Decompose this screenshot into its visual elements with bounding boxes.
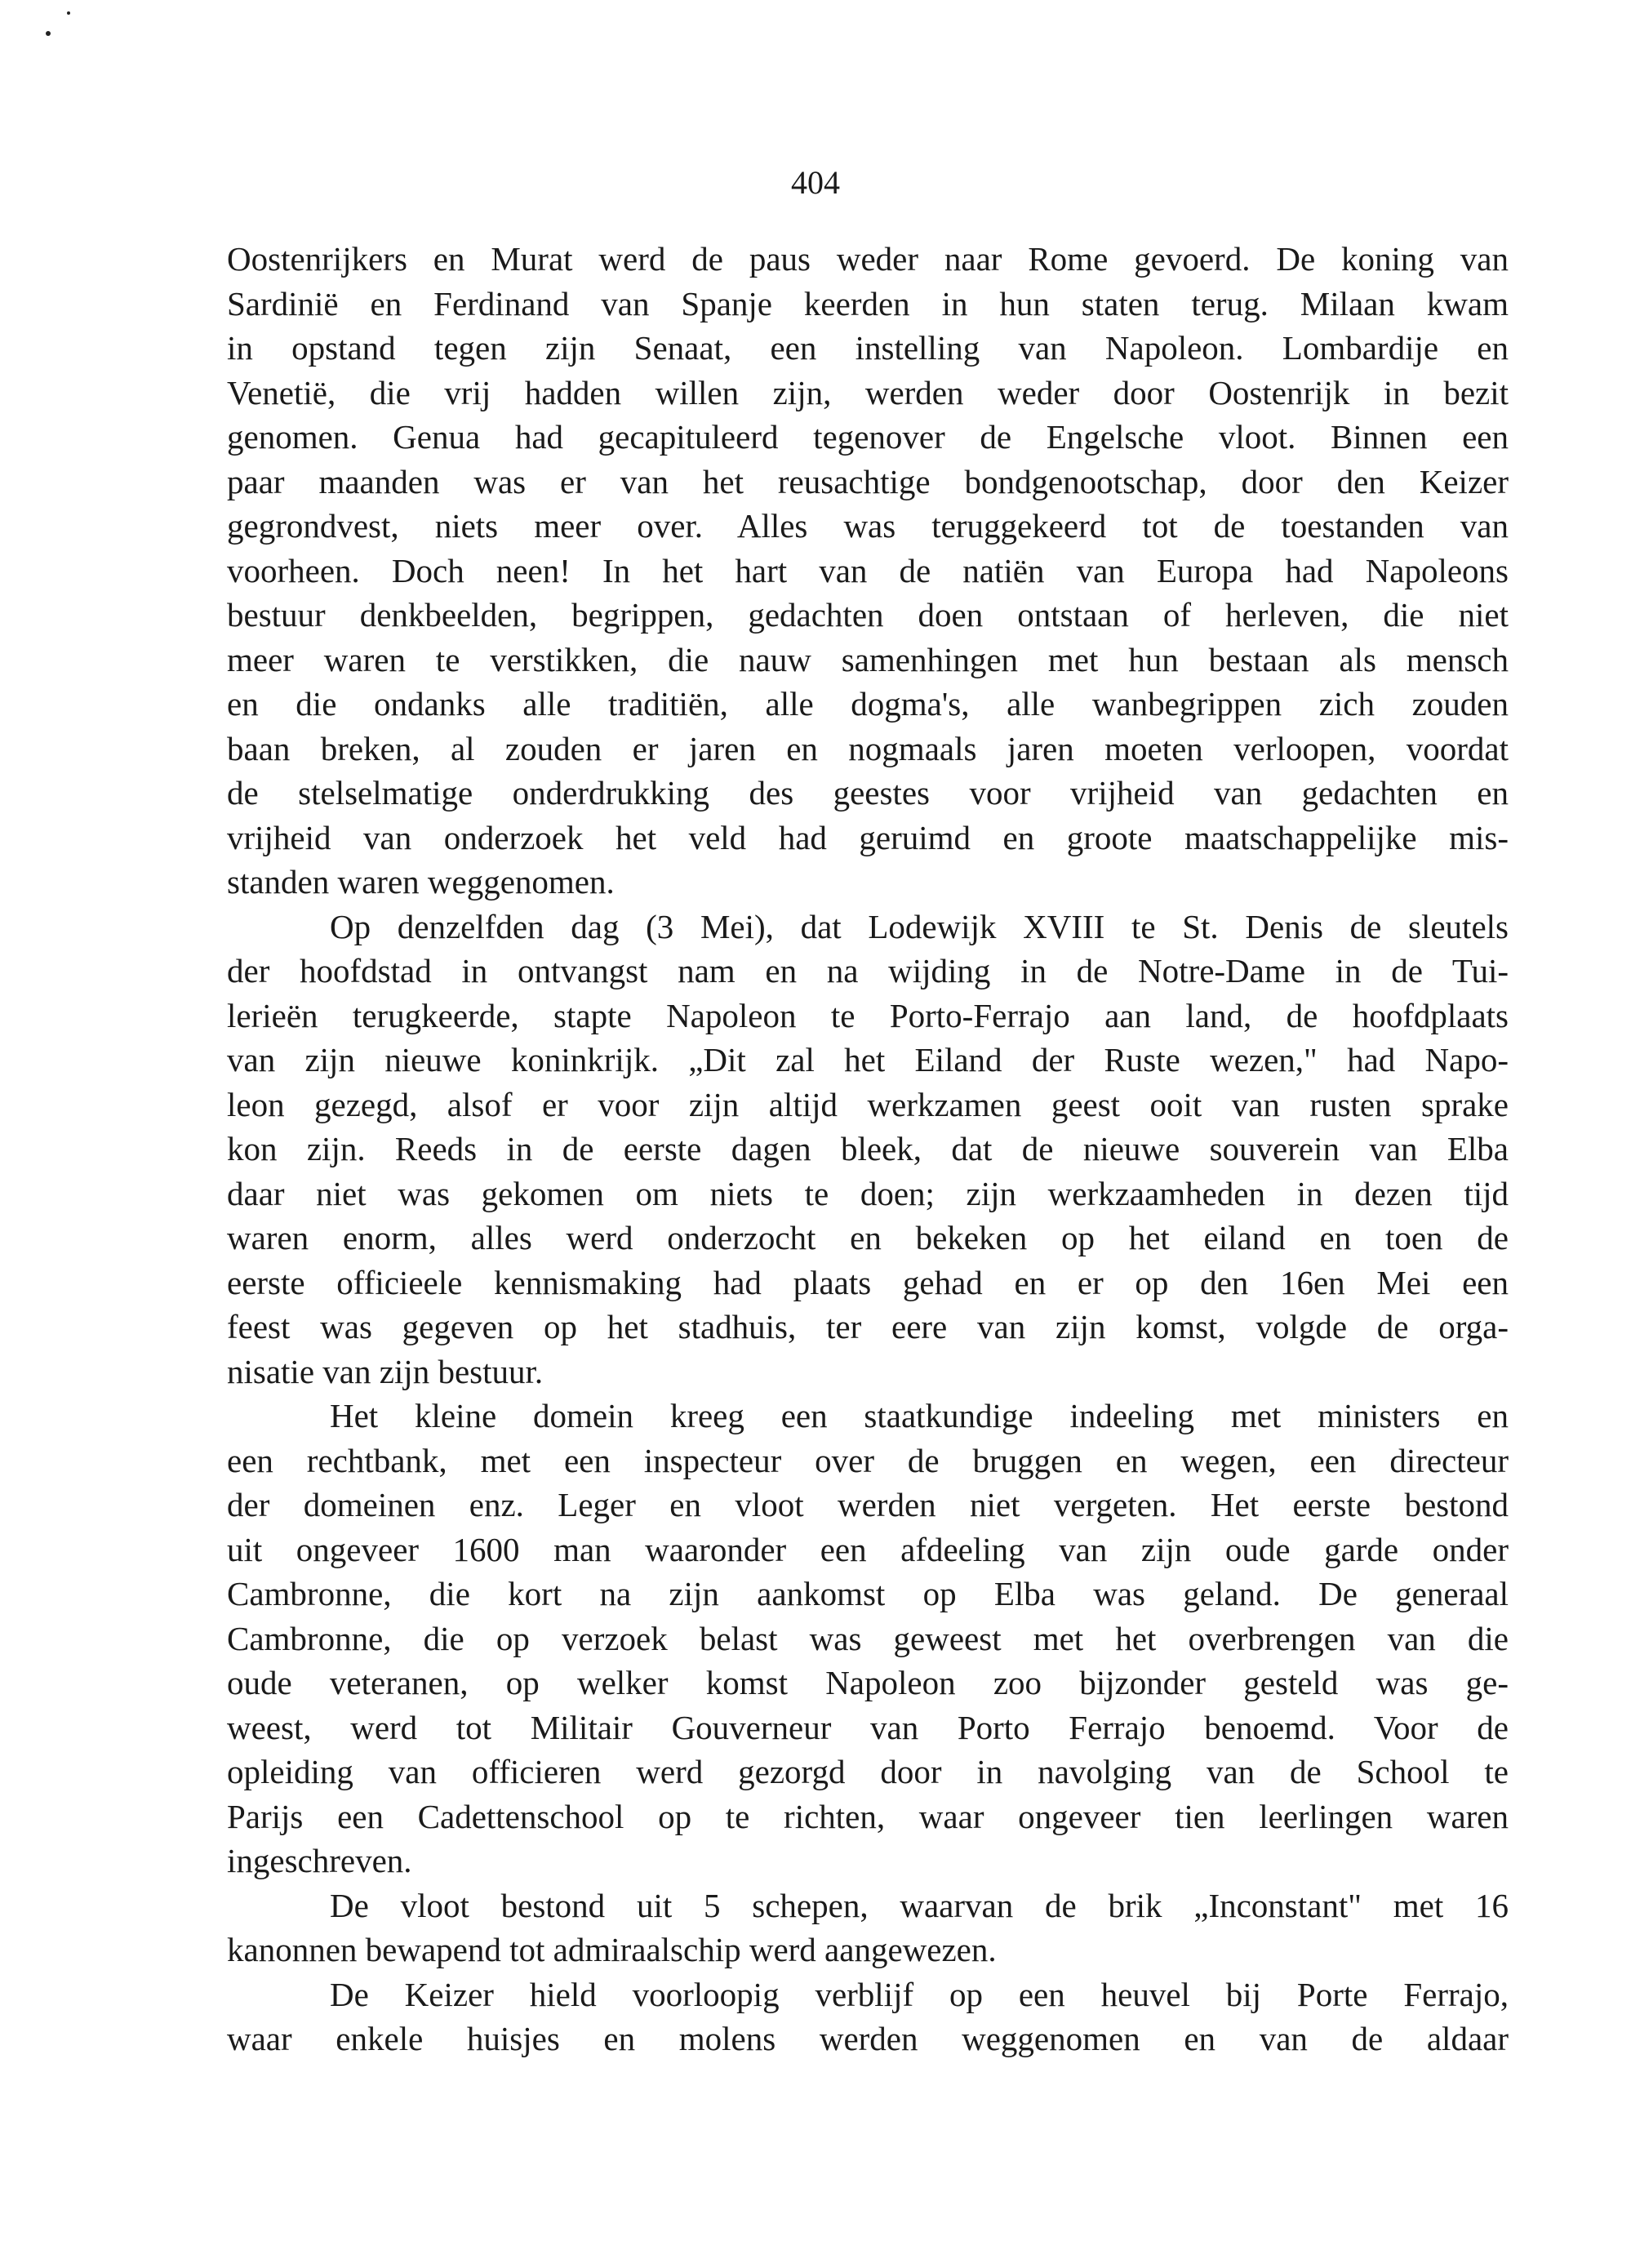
body-text [227, 237, 1509, 2061]
text-line: lerieën terugkeerde, stapte Napoleon te Porto-Ferrajo aan land, de hoofdplaats [227, 996, 1509, 1034]
text-line: nisatie van zijn bestuur. [227, 1352, 544, 1390]
text-line: eerste officieele kennismaking had plaats gehad en er op den 16en Mei een [227, 1263, 1509, 1301]
text-line: daar niet was gekomen om niets te doen; zijn werkzaamheden in dezen tijd [227, 1174, 1509, 1212]
text-line: der domeinen enz. Leger en vloot werden niet vergeten. Het eerste bestond [227, 1486, 1509, 1523]
text-line: de stelselmatige onderdrukking des geestes voor vrijheid van gedachten en [227, 774, 1509, 812]
text-line: waar enkele huisjes en molens werden weggenomen en van de aldaar [227, 2020, 1509, 2057]
text-line: opleiding van officieren werd gezorgd door in navolging van de School te [227, 1753, 1509, 1790]
text-line: genomen. Genua had gecapituleerd tegenover de Engelsche vloot. Binnen een [227, 418, 1509, 456]
text-line: feest was gegeven op het stadhuis, ter eere van zijn komst, volgde de orga- [227, 1308, 1509, 1345]
text-line: voorheen. Doch neen! In het hart van de natiën van Europa had Napoleons [227, 551, 1509, 589]
text-line: en die ondanks alle traditiën, alle dogma's, alle wanbegrippen zich zouden [227, 685, 1509, 723]
text-line: in opstand tegen zijn Senaat, een instelling van Napoleon. Lombardije en [227, 329, 1509, 367]
scan-speck [67, 11, 70, 15]
text-line: Parijs een Cadettenschool op te richten, waar ongeveer tien leerlingen waren [227, 1797, 1509, 1835]
text-line: weest, werd tot Militair Gouverneur van Porto Ferrajo benoemd. Voor de [227, 1708, 1509, 1746]
text-line: standen waren weggenomen. [227, 863, 615, 901]
text-line: waren enorm, alles werd onderzocht en bekeken op het eiland en toen de [227, 1219, 1509, 1256]
text-line: Venetië, die vrij hadden willen zijn, werden weder door Oostenrijk in bezit [227, 373, 1509, 411]
text-line: leon gezegd, alsof er voor zijn altijd werkzamen geest ooit van rusten sprake [227, 1085, 1509, 1123]
page-number: 404 [791, 164, 840, 201]
text-line: kanonnen bewapend tot admiraalschip werd aangewezen. [227, 1931, 997, 1968]
text-line: gegrondvest, niets meer over. Alles was teruggekeerd tot de toestanden van [227, 507, 1509, 545]
text-line: der hoofdstad in ontvangst nam en na wijding in de Notre-Dame in de Tui- [227, 952, 1509, 989]
text-line: bestuur denkbeelden, begrippen, gedachten doen ontstaan of herleven, die niet [227, 596, 1509, 634]
text-line: paar maanden was er van het reusachtige bondgenootschap, door den Keizer [227, 462, 1509, 500]
text-line: kon zijn. Reeds in de eerste dagen bleek, dat de nieuwe souverein van Elba [227, 1130, 1509, 1167]
text-line: Oostenrijkers en Murat werd de paus weder naar Rome gevoerd. De koning van [227, 240, 1509, 278]
text-line: een rechtbank, met een inspecteur over de bruggen en wegen, een directeur [227, 1441, 1509, 1479]
scan-speck [46, 31, 51, 36]
text-line: Cambronne, die kort na zijn aankomst op Elba was geland. De generaal [227, 1575, 1509, 1612]
text-line: vrijheid van onderzoek het veld had geruimd en groote maatschappelijke mis- [227, 818, 1509, 856]
text-line: Op denzelfden dag (3 Mei), dat Lodewijk XVIII te St. Denis de sleutels [330, 907, 1509, 945]
text-line: ingeschreven. [227, 1842, 412, 1879]
text-line: oude veteranen, op welker komst Napoleon zoo bijzonder gesteld was ge- [227, 1664, 1509, 1701]
text-line: Sardinië en Ferdinand van Spanje keerden in hun staten terug. Milaan kwam [227, 284, 1509, 322]
text-line: baan breken, al zouden er jaren en nogmaals jaren moeten verloopen, voordat [227, 729, 1509, 767]
text-line: Het kleine domein kreeg een staatkundige indeeling met ministers en [330, 1397, 1509, 1434]
text-line: De vloot bestond uit 5 schepen, waarvan de brik „Inconstant" met 16 [330, 1886, 1509, 1924]
text-line: van zijn nieuwe koninkrijk. „Dit zal het Eiland der Ruste wezen," had Napo- [227, 1041, 1509, 1078]
text-line: uit ongeveer 1600 man waaronder een afdeeling van zijn oude garde onder [227, 1530, 1509, 1568]
text-line: De Keizer hield voorloopig verblijf op een heuvel bij Porte Ferrajo, [330, 1975, 1509, 2013]
text-line: meer waren te verstikken, die nauw samenhingen met hun bestaan als mensch [227, 640, 1509, 678]
text-line: Cambronne, die op verzoek belast was geweest met het overbrengen van die [227, 1619, 1509, 1657]
